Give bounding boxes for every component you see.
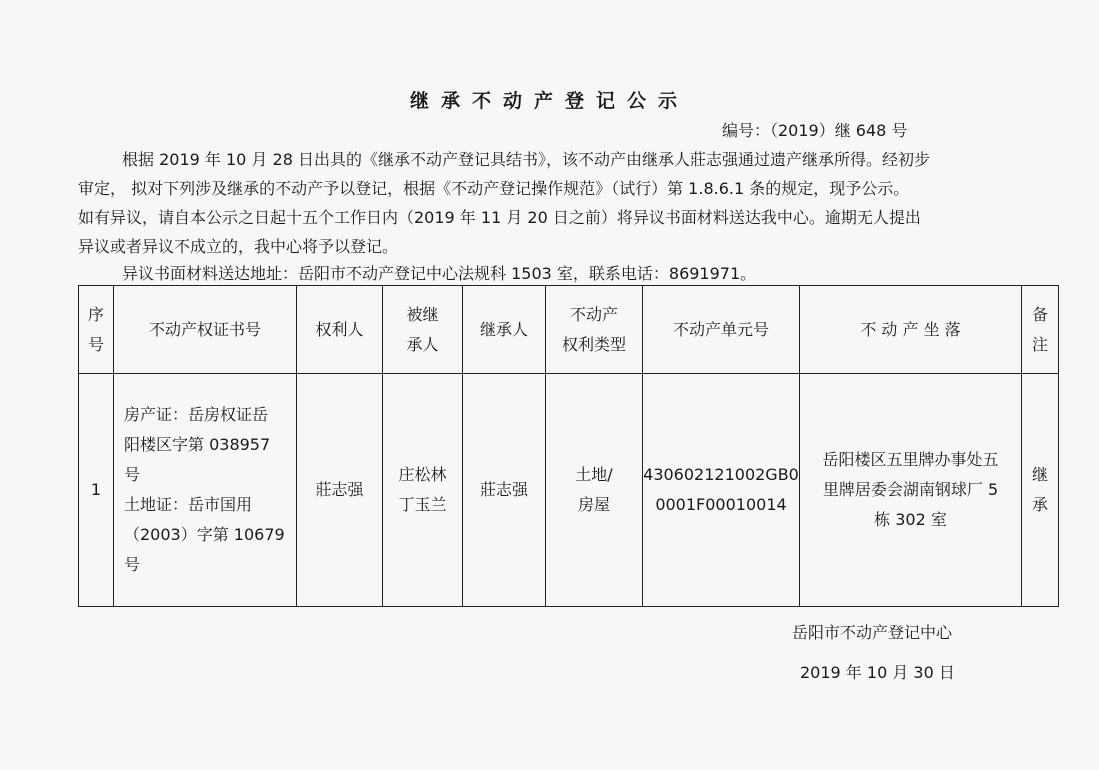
table-row [79, 374, 1059, 607]
cell-location: 岳阳楼区五里牌办事处五 里牌居委会湖南钢球厂 5 栋 302 室 [800, 374, 1022, 607]
cell-heir: 莊志强 [463, 374, 546, 607]
objection-address: 异议书面材料送达地址：岳阳市不动产登记中心法规科 1503 室，联系电话：8691971。 [122, 264, 757, 283]
cell-seq: 1 [79, 374, 114, 607]
issuer-name: 岳阳市不动产登记中心 [792, 623, 953, 642]
registration-table [78, 285, 1059, 607]
header-seq: 序号 [79, 286, 114, 374]
issue-date: 2019 年 10 月 30 日 [800, 663, 955, 682]
paragraph-line: 审定， 拟对下列涉及继承的不动产予以登记，根据《不动产登记操作规范》（试行）第 1.8.6.1 条的规定，现予公示。 [78, 179, 910, 198]
header-holder: 权利人 [297, 286, 383, 374]
cell-holder: 莊志强 [297, 374, 383, 607]
cell-right-type: 土地/ 房屋 [546, 374, 643, 607]
paragraph-line: 根据 2019 年 10 月 28 日出具的《继承不动产登记具结书》，该不动产由继承人莊志强通过遗产继承所得。经初步 [122, 150, 930, 169]
notice-paragraph [78, 145, 1058, 261]
header-location: 不 动 产 坐 落 [800, 286, 1022, 374]
header-heir: 继承人 [463, 286, 546, 374]
paragraph-line: 异议或者异议不成立的，我中心将予以登记。 [78, 237, 399, 256]
header-decedent: 被继 承人 [383, 286, 463, 374]
cell-remark: 继承 [1022, 374, 1059, 607]
cell-decedent: 庄松林 丁玉兰 [383, 374, 463, 607]
paragraph-line: 如有异议，请自本公示之日起十五个工作日内（2019 年 11 月 20 日之前）将异议书面材料送达我中心。逾期无人提出 [78, 208, 921, 227]
cell-unit-no: 430602121002GB0 0001F00010014 [643, 374, 800, 607]
table-header-row [79, 286, 1059, 374]
header-cert-no: 不动产权证书号 [114, 286, 297, 374]
document-title: 继承不动产登记公示 [409, 90, 689, 112]
cell-cert-no: 房产证：岳房权证岳 阳楼区字第 038957 号 土地证：岳市国用 （2003）字第 10679 号 [114, 374, 297, 607]
header-remark: 备注 [1022, 286, 1059, 374]
header-unit-no: 不动产单元号 [643, 286, 800, 374]
document-number: 编号：（2019）继 648 号 [722, 121, 908, 140]
header-right-type: 不动产 权利类型 [546, 286, 643, 374]
